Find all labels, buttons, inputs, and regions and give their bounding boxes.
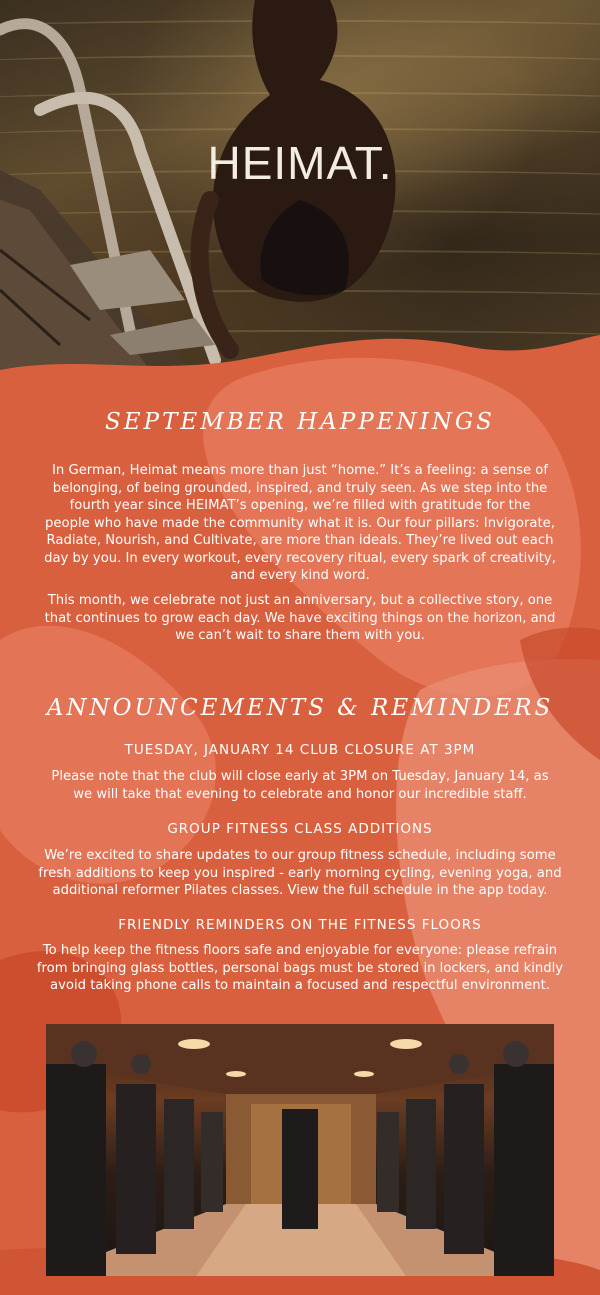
gym-interior-illustration <box>46 1024 554 1276</box>
anniversary-paragraph <box>30 592 570 645</box>
intro-paragraph <box>30 462 570 585</box>
text-line: that continues to grow each day. We have exciting things on the horizon, and <box>44 610 556 626</box>
announcement-heading: GROUP FITNESS CLASS ADDITIONS <box>167 821 433 837</box>
text-line: Please note that the club will close early at 3PM on Tuesday, January 14, as <box>51 769 549 784</box>
heimat-logo[interactable]: HEIMAT. <box>207 137 393 189</box>
text-line: belonging, of being grounded, inspired, and truly seen. As we step into the <box>52 480 548 496</box>
text-line: In German, Heimat means more than just “home.” It’s a feeling: a sense of <box>52 463 548 478</box>
announcement-heading: TUESDAY, JANUARY 14 CLUB CLOSURE AT 3PM <box>124 742 476 758</box>
text-line: Radiate, Nourish, and Cultivate, are more than ideals. They’re lived out each <box>46 533 554 548</box>
announcements-title: ANNOUNCEMENTS & REMINDERS <box>46 695 554 721</box>
text-line: fourth year since HEIMAT’s opening, we’re filled with gratitude for the <box>69 498 531 513</box>
text-line: people who have made the community what it is. Our four pillars: Invigorate, <box>45 515 555 531</box>
gym-interior-photo <box>46 1024 554 1276</box>
text-line: To help keep the fitness floors safe and enjoyable for everyone: please refrain <box>42 943 558 958</box>
text-line: fresh additions to keep you inspired - early morning cycling, evening yoga, and <box>38 865 562 881</box>
text-line: and every kind word. <box>230 568 370 583</box>
announcement-heading: FRIENDLY REMINDERS ON THE FITNESS FLOORS <box>118 917 482 933</box>
announcement-body <box>30 942 570 995</box>
text-line: from bringing glass bottles, personal bags must be stored in lockers, and kindly <box>36 960 564 976</box>
text-line: avoid taking phone calls to maintain a focused and respectful environment. <box>50 978 550 993</box>
announcement-body <box>30 847 570 900</box>
text-line: We’re excited to share updates to our group fitness schedule, including some <box>44 848 556 863</box>
text-line: we will take that evening to celebrate and honor our incredible staff. <box>73 786 527 802</box>
announcement-body <box>30 768 570 803</box>
text-line: day by you. In every workout, every recovery ritual, every spark of creativity, <box>44 550 556 566</box>
text-line: additional reformer Pilates classes. View the full schedule in the app today. <box>52 883 548 898</box>
text-line: we can’t wait to share them with you. <box>175 628 425 643</box>
text-line: This month, we celebrate not just an anniversary, but a collective story, one <box>47 593 553 608</box>
september-happenings-title: SEPTEMBER HAPPENINGS <box>105 409 495 435</box>
